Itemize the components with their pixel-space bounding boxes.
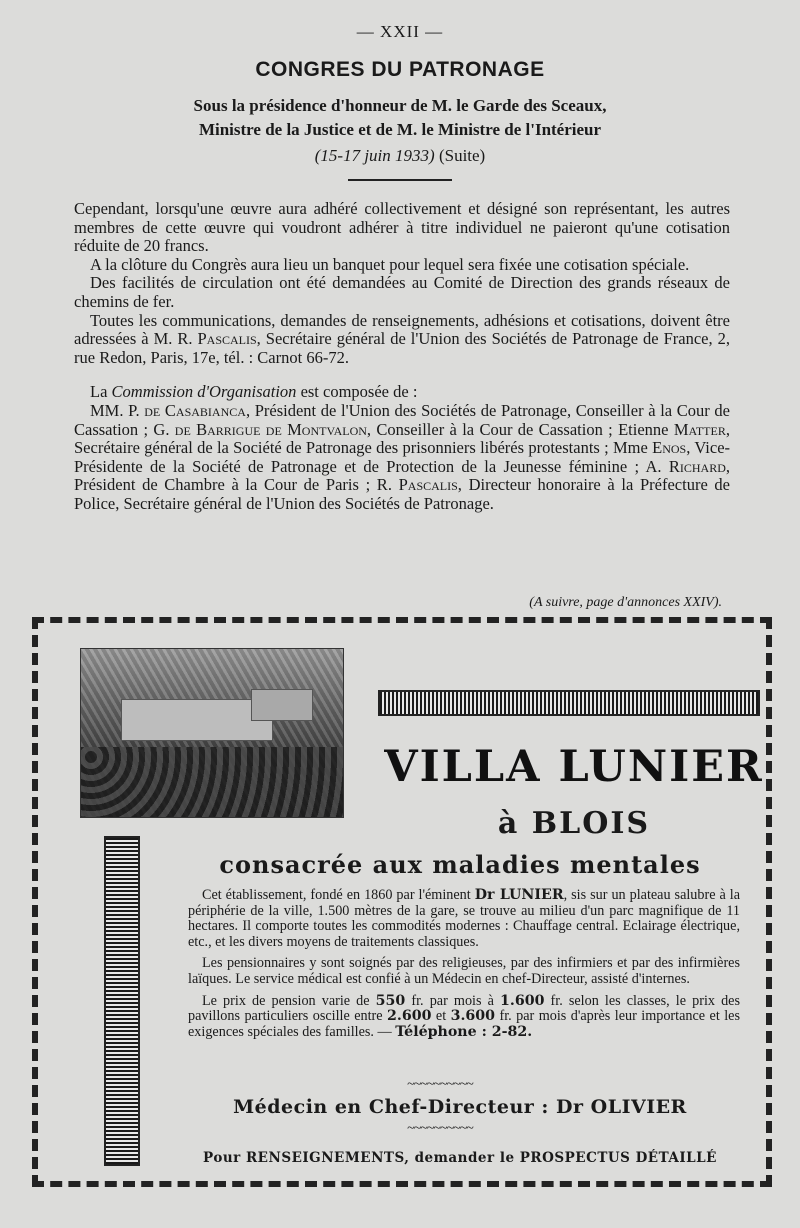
- ad-p3-e: fr. par mois d'après leur importance et les exigences spéciales des familles. —: [188, 1008, 740, 1040]
- ad-p3-v1: 550: [375, 992, 406, 1009]
- decorative-bar-vertical: [104, 836, 140, 1166]
- dates-suffix: (Suite): [434, 146, 486, 165]
- ad-footer: Pour RENSEIGNEMENTS, demander le PROSPECTUS DÉTAILLÉ: [203, 1150, 717, 1166]
- ad-paragraph-2: Les pensionnaires y sont soignés par des religieuses, par des infirmiers et par des infirmières laïques. Le service médical est confié à un Médecin en chef-Directeur, assisté d'internes.: [188, 955, 740, 987]
- congress-dates: [0, 146, 800, 166]
- p6-n6: Pascalis: [398, 475, 458, 495]
- p6-t2: , Président de l'Union des Sociétés de Patronage, Conseiller à la Cour de Cassation ; G.: [74, 400, 730, 439]
- ad-p1-name: Dr LUNIER: [474, 887, 564, 903]
- article-body: [74, 200, 730, 514]
- p5-italic: Commission d'Organisation: [111, 382, 297, 402]
- ad-title: VILLA LUNIER: [384, 742, 764, 792]
- ad-p3-d: et: [431, 1008, 451, 1025]
- p6-n3: Matter: [673, 419, 726, 439]
- ad-body: [188, 888, 740, 1040]
- ad-p1-b: , sis sur un plateau salubre à la périphérie de la ville, 1.500 mètres de la gare, se trouve au milieu d'un parc magnifique de 11 hectares. Il comporte toutes les commodités modernes : Chauffage central. Eclairage électrique, etc., et les divers moyens de traitements classiques.: [188, 887, 741, 950]
- ad-p3-b: fr. par mois à: [405, 992, 501, 1009]
- ad-tagline: consacrée aux maladies mentales: [219, 850, 701, 879]
- decorative-bar-horizontal: [378, 690, 760, 716]
- ad-p3-v4: 3.600: [450, 1008, 496, 1025]
- page-title: CONGRES DU PATRONAGE: [255, 58, 545, 81]
- page-number: — XXII —: [356, 22, 444, 41]
- p4-text-a: Toutes les communications, demandes de renseignements, adhésions et cotisations, doivent être adressées à M. R.: [74, 310, 730, 349]
- p5-text-b: est composée de :: [296, 382, 418, 402]
- p6-t5: , Vice-Présidente de la Société de Patronage et de Protection de la Jeunesse féminine ; A.: [74, 438, 731, 476]
- photo-trees: [81, 747, 343, 817]
- p6-n5: Richard: [668, 456, 726, 476]
- paragraph-5: [74, 383, 730, 402]
- ad-city: à BLOIS: [497, 806, 651, 841]
- villa-photo: [80, 648, 344, 818]
- divider-rule: [348, 179, 452, 181]
- paragraph-3: Des facilités de circulation ont été demandées au Comité de Direction des grands réseaux de chemins de fer.: [74, 273, 730, 311]
- p4-name: Pascalis: [197, 329, 257, 349]
- p5-text-a: La: [90, 382, 112, 402]
- ad-p1-a: Cet établissement, fondé en 1860 par l'éminent: [202, 887, 475, 903]
- p6-t3: , Conseiller à la Cour de Cassation ; Etienne: [366, 419, 674, 439]
- paragraph-1: Cependant, lorsqu'une œuvre aura adhéré collectivement et désigné son représentant, les autres membres de cette œuvre qui voudront adhérer à titre individuel ne paieront qu'une cotisation réduite de 20 francs.: [74, 199, 730, 256]
- squiggle-divider-1: ~~~~~~~~~~: [407, 1077, 473, 1092]
- photo-building-annex: [251, 689, 313, 721]
- ad-paragraph-3: [188, 994, 740, 1041]
- paragraph-2: A la clôture du Congrès aura lieu un banquet pour lequel sera fixée une cotisation spéciale.: [90, 254, 690, 274]
- p6-n4: Enos: [652, 438, 687, 458]
- continued-note: (A suivre, page d'annonces XXIV).: [529, 595, 722, 610]
- p6-n2: de Barrigue de Montvalon: [174, 419, 367, 439]
- ad-p3-c: fr. selon les classes, le prix des pavillons particuliers oscille entre: [188, 992, 741, 1025]
- dates-italic: (15-17 juin 1933): [314, 146, 435, 165]
- subtitle-line-1: Sous la présidence d'honneur de M. le Garde des Sceaux,: [193, 96, 607, 115]
- p6-t1: MM. P.: [90, 400, 145, 420]
- paragraph-6: [74, 402, 730, 514]
- p6-t7: , Directeur honoraire à la Préfecture de Police, Secrétaire général de l'Union des Sociétés de Patronage.: [74, 475, 731, 513]
- subtitle-line-2: Ministre de la Justice et de M. le Ministre de l'Intérieur: [198, 120, 602, 139]
- paragraph-4: [74, 312, 730, 368]
- ad-director: Médecin en Chef-Directeur : Dr OLIVIER: [233, 1096, 687, 1118]
- p4-text-b: , Secrétaire général de l'Union des Sociétés de Patronage de France, 2, rue Redon, Paris, 17e, tél. : Carnot 66-72.: [74, 329, 730, 367]
- ad-telephone: Téléphone : 2-82.: [395, 1023, 533, 1040]
- p6-t6: , Président de Chambre à la Cour de Paris ; R.: [74, 456, 730, 495]
- p6-n1: de Casabianca: [144, 400, 246, 420]
- p6-t4: , Secrétaire général de la Société de Patronage des prisonniers libérés protestants ; Mme: [74, 419, 730, 458]
- ad-p3-a: Le prix de pension varie de: [202, 992, 376, 1009]
- ad-p3-v2: 1.600: [500, 992, 545, 1009]
- squiggle-divider-2: ~~~~~~~~~~: [407, 1121, 473, 1136]
- ad-paragraph-1: [188, 888, 740, 950]
- ad-p3-v3: 2.600: [387, 1008, 432, 1025]
